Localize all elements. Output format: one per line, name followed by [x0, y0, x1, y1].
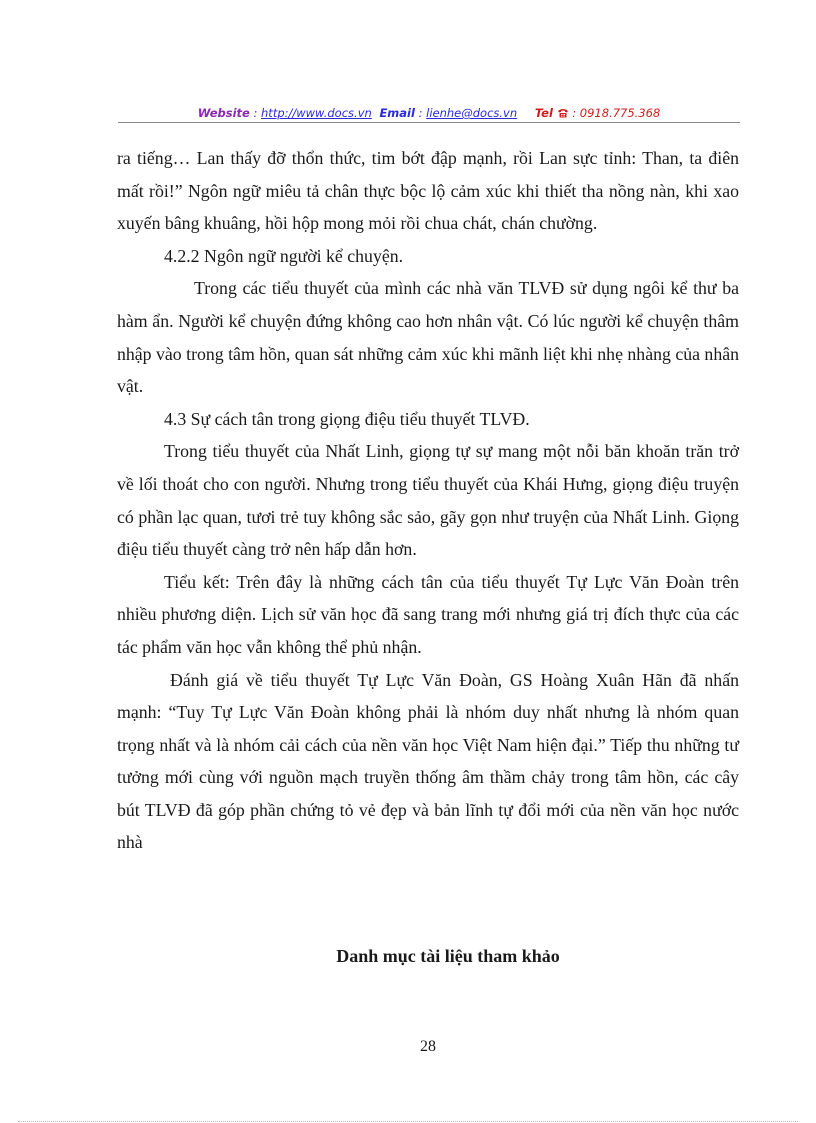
- paragraph-narrator: Trong các tiểu thuyết của mình các nhà văn TLVĐ sử dụng ngôi kể thư ba hàm ẩn. Người kể chuyện đứng không cao hơn nhân vật. Có lúc người kể chuyện thâm nhập vào trong tâm hồn, quan sát những cảm xúc khi mãnh liệt khi nhẹ nhàng của nhân vật.: [117, 278, 739, 397]
- website-label: Website: [197, 106, 250, 120]
- section-heading-4-3: 4.3 Sự cách tân trong giọng điệu tiểu thuyết TLVĐ.: [164, 408, 530, 429]
- email-link[interactable]: lienhe@docs.vn: [426, 106, 518, 120]
- page-bottom-divider: [18, 1121, 798, 1122]
- section-heading-4-2-2: 4.2.2 Ngôn ngữ người kể chuyện.: [164, 245, 404, 266]
- email-separator: :: [418, 106, 423, 120]
- paragraph-continuation: ra tiếng… Lan thấy đỡ thổn thức, tim bớt đập mạnh, rồi Lan sực tỉnh: Than, ta điên mất rồi!” Ngôn ngữ miêu tả chân thực bộc lộ cảm xúc khi thiết tha nồng nàn, khi xao xuyến bâng khuâng, hồi hộp mong mỏi rồi chua chát, chán chường.: [117, 148, 739, 234]
- tel-separator: :: [572, 106, 577, 120]
- paragraph-evaluation: Đánh giá về tiểu thuyết Tự Lực Văn Đoàn, GS Hoàng Xuân Hãn đã nhấn mạnh: “Tuy Tự Lực Văn Đoàn không phải là nhóm duy nhất nhưng là nhóm quan trọng nhất và là nhóm cải cách của nền văn học Việt Nam hiện đại.” Tiếp thu những tư tưởng mới cùng với nguồn mạch truyền thống âm thầm chảy trong tâm hồn, các cây bút TLVĐ đã góp phần chứng tỏ vẻ đẹp và bản lĩnh tự đổi mới của nền văn học nước nhà: [117, 669, 739, 853]
- document-body: [117, 142, 739, 859]
- tel-label: Tel: [534, 106, 553, 120]
- page-header: [118, 106, 740, 123]
- page-number: 28: [420, 1038, 436, 1055]
- website-link[interactable]: http://www.docs.vn: [261, 106, 372, 120]
- paragraph-tone: Trong tiểu thuyết của Nhất Linh, giọng tự sự mang một nỗi băn khoăn trăn trở về lối thoát cho con người. Nhưng trong tiểu thuyết của Khái Hưng, giọng điệu truyện có phần lạc quan, tươi trẻ tuy không sắc sảo, gãy gọn như truyện của Nhất Linh. Giọng điệu tiểu thuyết càng trở nên hấp dẫn hơn.: [117, 441, 739, 560]
- website-separator: :: [253, 106, 258, 120]
- references-title: Danh mục tài liệu tham khảo: [336, 946, 560, 966]
- paragraph-summary: Tiểu kết: Trên đây là những cách tân của tiểu thuyết Tự Lực Văn Đoàn trên nhiều phương diện. Lịch sử văn học đã sang trang mới nhưng giá trị đích thực của các tác phẩm văn học vẫn không thể phủ nhận.: [117, 571, 739, 657]
- email-label: Email: [379, 106, 415, 120]
- tel-number: 0918.775.368: [579, 106, 661, 120]
- phone-icon: [557, 106, 573, 120]
